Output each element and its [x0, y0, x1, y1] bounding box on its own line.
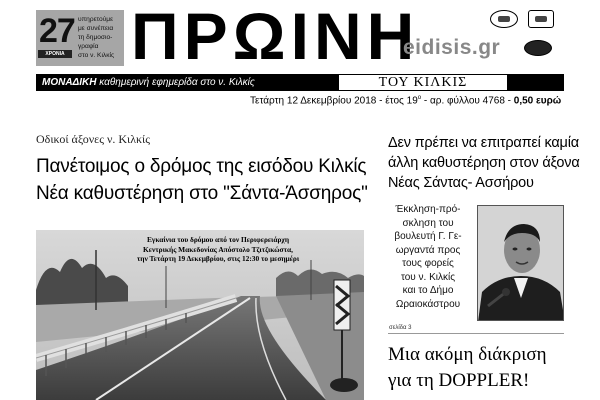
caption-line: την Τετάρτη 19 Δεκεμβρίου, στις 12:30 το μεσημέρι: [136, 254, 300, 263]
body-line: ωργαντά προς: [395, 244, 461, 256]
badge-number: 27: [39, 12, 75, 50]
body-line: του ν. Κιλκίς: [400, 271, 456, 283]
slogan: [42, 76, 255, 89]
anniversary-badge: [36, 10, 124, 66]
article-kicker: Οδικοί άξονες ν. Κιλκίς: [36, 132, 151, 146]
newspaper-title: ΠΡΩΙΝΗ: [131, 0, 420, 73]
caption-line: Κεντρικής Μακεδονίας Απόστολο Τζιτζικώστα,: [143, 244, 293, 254]
side-headline-2-line: για τη DOPPLER!: [388, 370, 530, 391]
badge-text-line: γραφία: [78, 43, 99, 50]
body-line: Έκκληση-πρό-: [395, 204, 461, 215]
body-line: βουλευτή Γ. Γε-: [394, 231, 462, 242]
headline-line: Νέα καθυστέρηση στο "Σάντα-Άσσηρος": [36, 183, 368, 204]
body-line: και το Δήμο: [402, 285, 454, 296]
logo-group: [488, 10, 568, 70]
year-suffix: ο: [417, 95, 422, 101]
body-line: σκληση του: [402, 217, 454, 229]
body-line: τους φορείς: [402, 258, 454, 269]
dateline-text: Τετάρτη 12 Δεκεμβρίου 2018 - έτος 19: [250, 95, 418, 107]
photo-caption: [118, 235, 318, 264]
side-headline[interactable]: [388, 133, 578, 193]
post-logo-icon: [528, 10, 554, 28]
website-link[interactable]: eidisis.gr: [403, 36, 501, 59]
slogan-strong: ΜΟΝΑΔΙΚΗ: [42, 77, 97, 88]
portrait-image: [478, 206, 564, 321]
badge-label: ΧΡΟΝΙΑ: [38, 50, 72, 58]
side-headline-line: Νέας Σάντας- Ασσήρου: [388, 175, 534, 191]
slogan-banner: [36, 74, 564, 91]
page-reference[interactable]: σελίδα 3: [389, 325, 412, 331]
price: 0,50 ευρώ: [513, 95, 562, 107]
press-logo-icon: [524, 40, 552, 56]
side-headline-2-line: Μια ακόμη διάκριση: [388, 344, 547, 365]
badge-text-line: στο ν. Κιλκίς: [78, 52, 115, 59]
badge-text-line: τη δημοσιο-: [78, 34, 113, 41]
issue-number: - αρ. φύλλου 4768 -: [421, 95, 514, 107]
side-headline-line: άλλη καθυστέρηση στον άξονα: [388, 155, 580, 171]
newspaper-subtitle: ΤΟΥ ΚΙΛΚΙΣ: [338, 74, 508, 91]
road-photo: [36, 230, 364, 400]
divider: [388, 333, 564, 334]
side-headline-2[interactable]: [388, 342, 578, 394]
side-article-body: [388, 203, 468, 311]
elta-logo-icon: [490, 10, 518, 28]
slogan-rest: καθημερινή εφημερίδα στο ν. Κιλκίς: [96, 77, 255, 88]
badge-text-line: υπηρετούμε: [78, 16, 114, 23]
badge-text-line: με συνέπεια: [78, 25, 114, 32]
side-headline-line: Δεν πρέπει να επιτραπεί καμία: [388, 135, 579, 151]
dateline: [250, 95, 561, 106]
main-headline[interactable]: [36, 153, 366, 207]
headline-line: Πανέτοιμος ο δρόμος της εισόδου Κιλκίς: [36, 156, 367, 177]
caption-line: Εγκαίνια του δρόμου από τον Περιφερειάρχη: [146, 235, 290, 244]
masthead: [0, 0, 600, 94]
politician-portrait: [477, 205, 564, 321]
body-line: Ωραιοκάστρου: [395, 298, 461, 310]
badge-text: [78, 15, 122, 60]
